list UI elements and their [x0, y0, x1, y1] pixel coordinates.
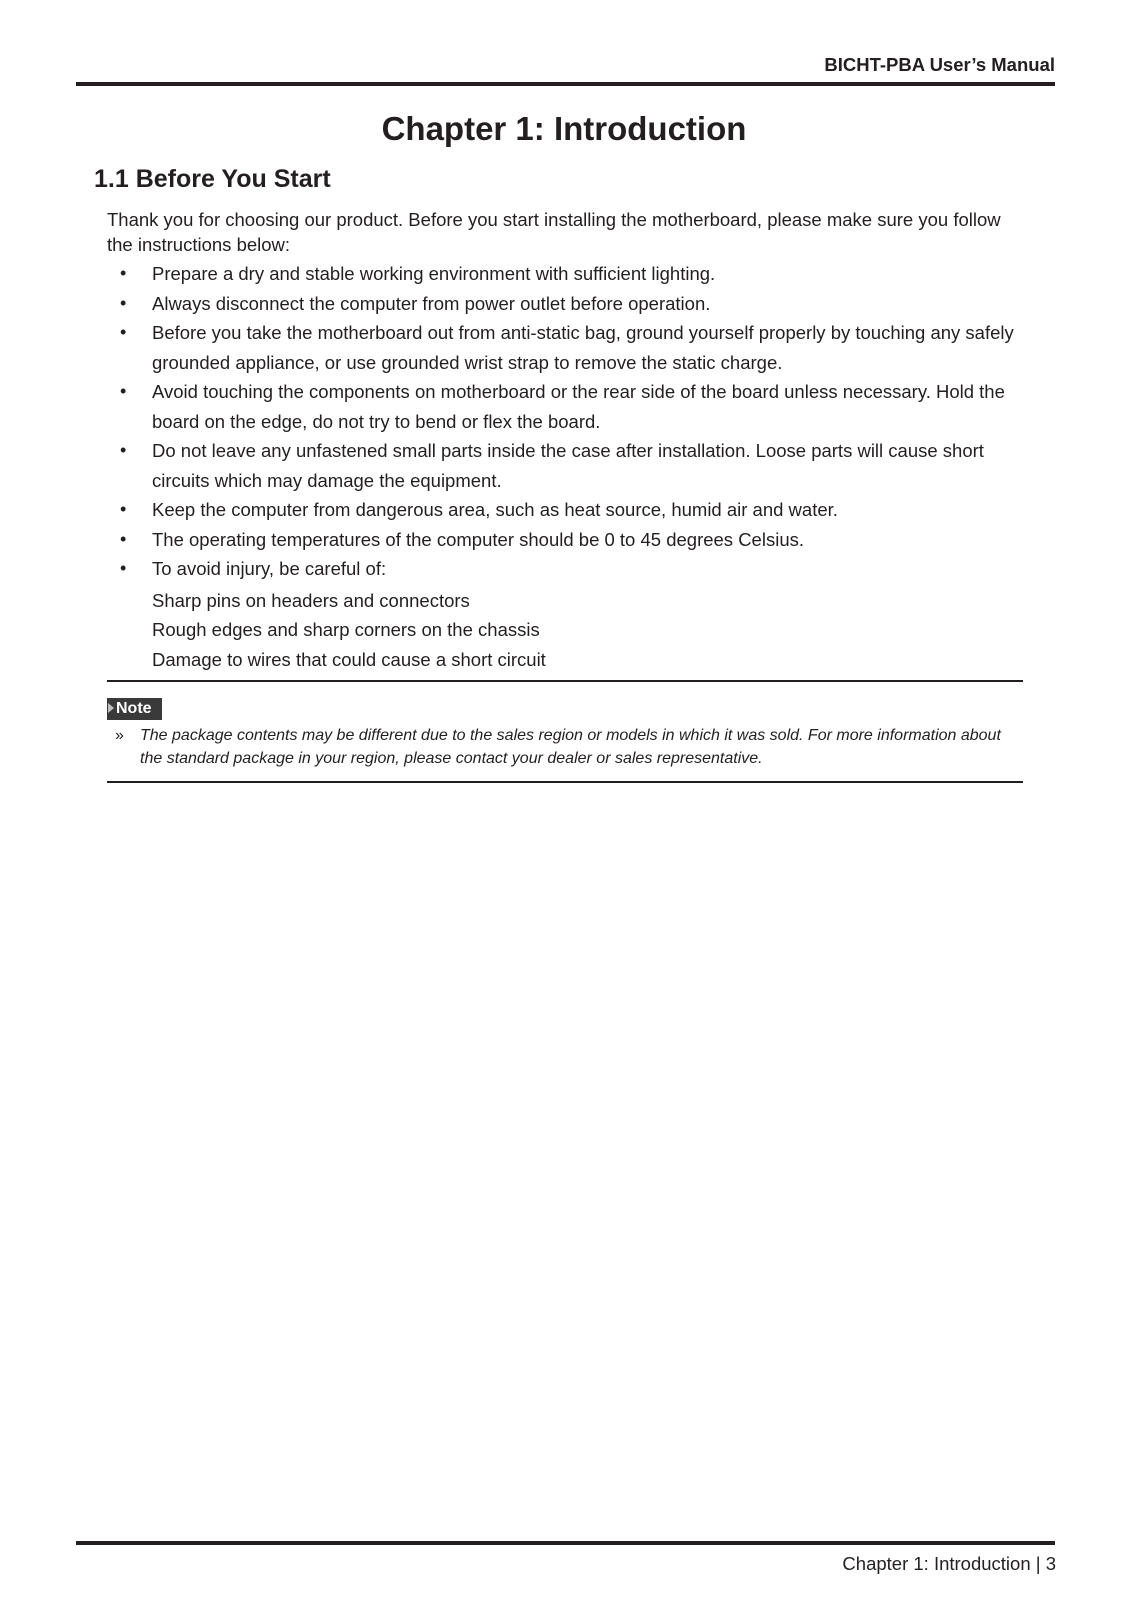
- intro-paragraph: Thank you for choosing our product. Before you start installing the motherboard, please make sure you follow the instructions below:: [107, 209, 1001, 255]
- list-item: [107, 318, 1037, 377]
- list-item-text: Before you take the motherboard out from anti-static bag, ground yourself properly by touching any safely grounded appliance, or use grounded wrist strap to remove the static charge.: [152, 322, 1014, 373]
- list-item-text: Do not leave any unfastened small parts inside the case after installation. Loose parts will cause short circuits which may damage the equipment.: [152, 440, 984, 491]
- note-badge: [107, 698, 162, 720]
- bullet-icon: •: [120, 440, 127, 460]
- list-item-text: Prepare a dry and stable working environment with sufficient lighting.: [152, 263, 716, 284]
- injury-sublist: [152, 586, 1037, 675]
- list-item-text: To avoid injury, be careful of:: [152, 558, 387, 579]
- list-item: [107, 495, 1037, 525]
- list-item: [107, 525, 1037, 555]
- header-rule: [76, 82, 1055, 86]
- list-item-text: The operating temperatures of the computer should be 0 to 45 degrees Celsius.: [152, 528, 804, 550]
- list-item-text: Always disconnect the computer from power outlet before operation.: [152, 292, 711, 314]
- bullet-icon: •: [120, 292, 127, 313]
- list-item-text: Avoid touching the components on motherboard or the rear side of the board unless necessary. Hold the board on the edge, do not try to bend or flex the board.: [152, 381, 1005, 432]
- list-item-text: Keep the computer from dangerous area, such as heat source, humid air and water.: [152, 499, 838, 520]
- bullet-icon: •: [120, 499, 127, 519]
- footer-text: Chapter 1: Introduction | 3: [842, 1553, 1056, 1574]
- note-text: [115, 724, 1015, 770]
- bullet-icon: •: [120, 381, 127, 401]
- header-title: BICHT-PBA User’s Manual: [824, 54, 1055, 75]
- footer-rule: [76, 1541, 1055, 1545]
- double-chevron-icon: »: [115, 727, 124, 744]
- list-item: [107, 377, 1037, 436]
- list-item: [107, 289, 1037, 319]
- play-triangle-icon: [108, 703, 114, 713]
- note-body: The package contents may be different due to the sales region or models in which it was sold. For more information about the standard package in your region, please contact your dealer or sales representative.: [140, 727, 1001, 767]
- bullet-icon: •: [120, 528, 127, 549]
- chapter-title: Chapter 1: Introduction: [381, 110, 747, 147]
- bullet-icon: •: [120, 322, 127, 342]
- sublist-item: Rough edges and sharp corners on the chassis: [152, 619, 540, 640]
- sublist-item: Sharp pins on headers and connectors: [152, 589, 470, 611]
- instructions-list: [107, 259, 1037, 674]
- bullet-icon: •: [120, 263, 127, 283]
- bullet-icon: •: [120, 558, 127, 578]
- note-rule-top: [107, 680, 1023, 682]
- list-item: [107, 554, 1037, 674]
- sublist-item: Damage to wires that could cause a short circuit: [152, 648, 546, 670]
- section-title: 1.1 Before You Start: [94, 165, 331, 193]
- note-label: Note: [116, 700, 152, 717]
- note-rule-bottom: [107, 781, 1023, 783]
- list-item: [107, 259, 1037, 289]
- list-item: [107, 436, 1037, 495]
